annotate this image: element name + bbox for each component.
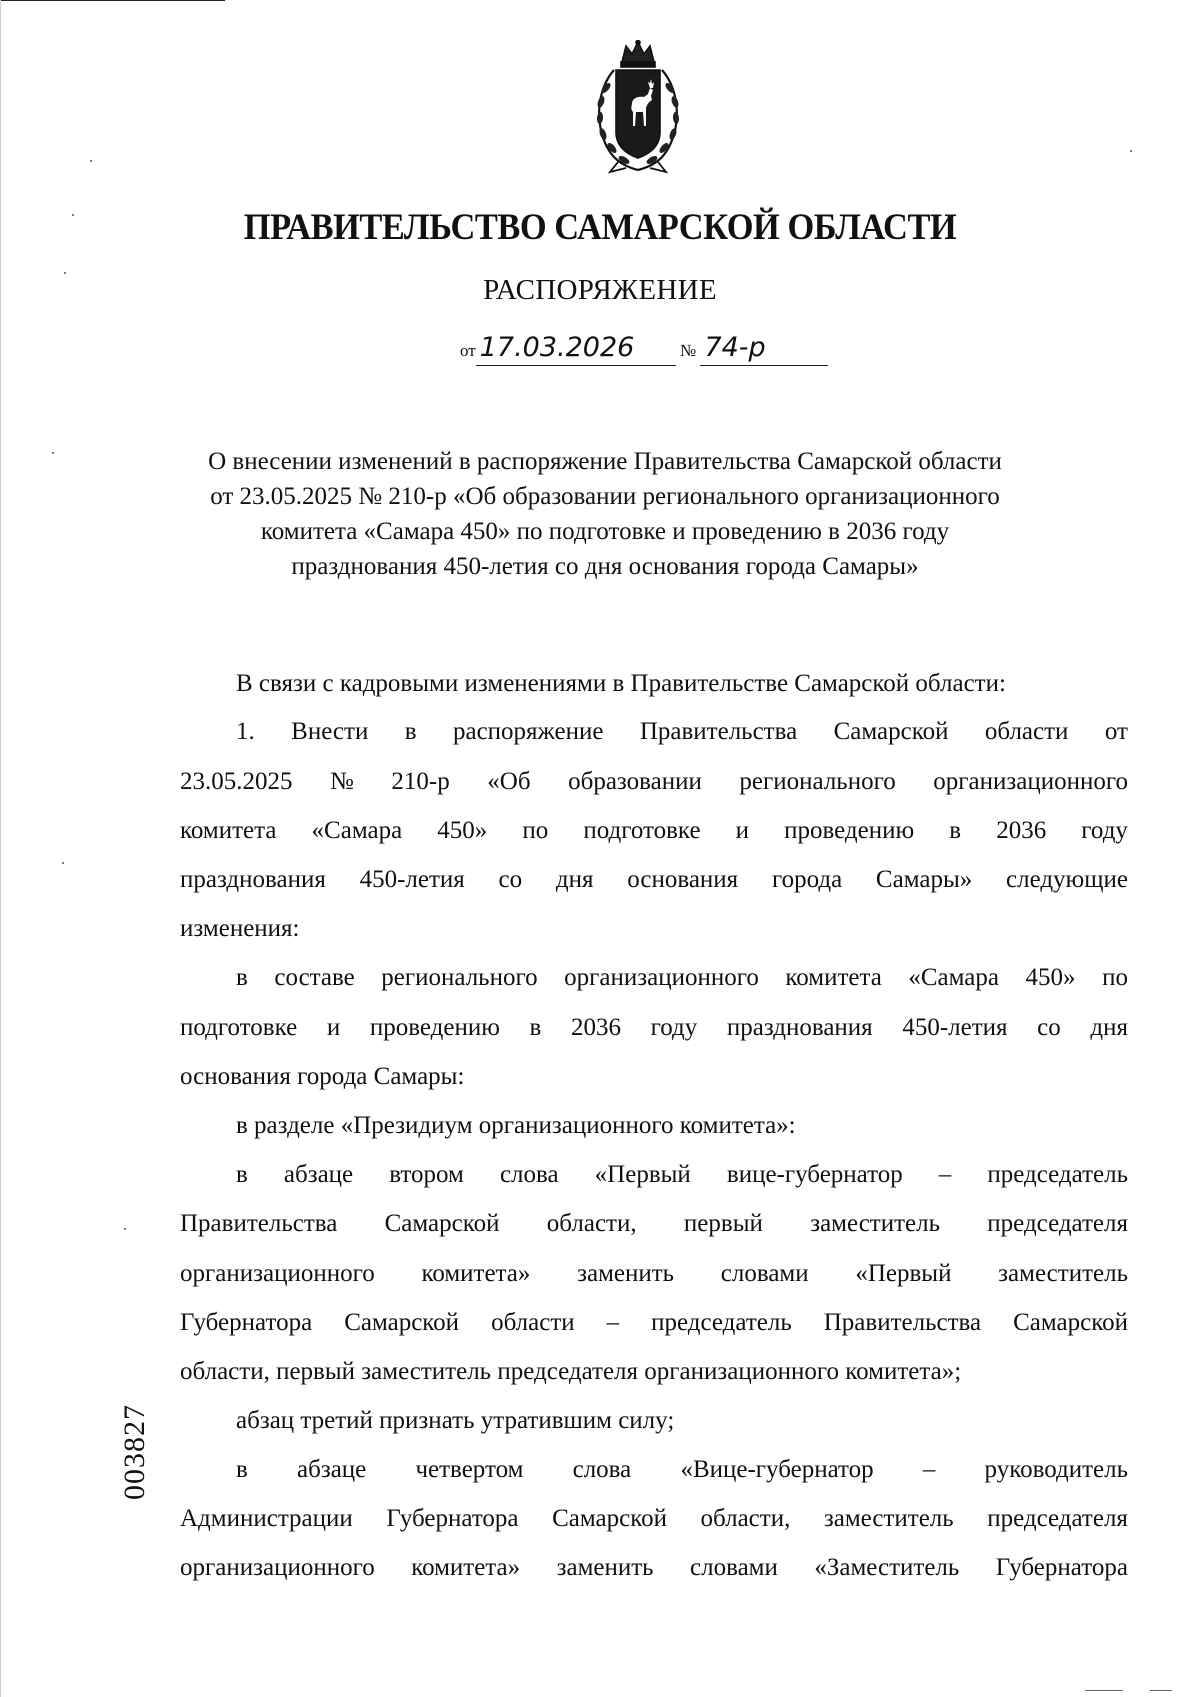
body-word: в — [949, 817, 962, 844]
body-word: 450-летия — [902, 1014, 1008, 1041]
body-line — [180, 1010, 1128, 1046]
body-word: абзаце — [297, 1456, 367, 1483]
document-number: 74-р — [700, 333, 828, 366]
subject-line: комитета «Самара 450» по подготовке и проведению в 2036 году — [260, 518, 950, 545]
body-word: по — [1102, 964, 1128, 991]
body-line: абзац третий признать утратившим силу; — [236, 1407, 675, 1434]
body-word: председатель — [987, 1161, 1128, 1188]
body-line — [180, 714, 1128, 750]
body-line: изменения: — [180, 915, 300, 942]
body-word: составе — [274, 964, 355, 991]
samara-coat-of-arms-icon — [588, 40, 688, 176]
body-word: по — [522, 817, 549, 844]
body-word: «Первый — [594, 1161, 691, 1188]
body-word: Губернатора — [995, 1554, 1128, 1581]
body-line — [180, 1501, 1128, 1537]
body-word: «Самара — [311, 817, 403, 844]
body-word: в — [529, 1014, 542, 1041]
body-line — [180, 764, 1128, 800]
body-word: председатель — [651, 1309, 792, 1336]
body-word: организационного — [180, 1554, 375, 1581]
document-date: 17.03.2026 — [476, 333, 676, 366]
body-word: – — [606, 1309, 620, 1336]
body-word: вице-губернатор — [726, 1161, 903, 1188]
body-word: дня — [1090, 1014, 1128, 1041]
body-word: организационного — [933, 768, 1128, 795]
body-word: № — [330, 768, 354, 795]
document-type: РАСПОРЯЖЕНИЕ — [483, 274, 717, 306]
body-word: заместитель — [823, 1505, 954, 1532]
body-word: заместитель — [998, 1260, 1128, 1287]
body-word: Самары» — [875, 866, 973, 893]
body-word: году — [650, 1014, 698, 1041]
body-word: 1. — [236, 718, 255, 745]
body-word: комитета — [785, 964, 882, 991]
scan-speck — [124, 1228, 126, 1230]
date-prefix: от — [460, 341, 476, 360]
body-word: в — [236, 1161, 248, 1188]
scan-speck — [72, 214, 74, 216]
body-line: основания города Самары: — [180, 1063, 465, 1090]
body-line — [180, 1206, 1128, 1242]
body-word: комитета» — [421, 1260, 531, 1287]
body-word: 450» — [1025, 964, 1076, 991]
body-word: следующие — [1006, 866, 1128, 893]
body-line — [180, 960, 1128, 996]
body-line — [180, 1452, 1128, 1488]
registration-line — [460, 333, 828, 366]
body-word: от — [1104, 718, 1128, 745]
body-word: Внести — [291, 718, 369, 745]
body-word: 23.05.2025 — [180, 768, 293, 795]
body-word: комитета» — [411, 1554, 521, 1581]
body-word: «Об — [487, 768, 531, 795]
body-word: празднования — [180, 866, 326, 893]
subject-line: празднования 450-летия со дня основания города Самары» — [291, 553, 919, 580]
body-word: празднования — [726, 1014, 873, 1041]
body-word: первый — [683, 1210, 763, 1237]
body-line — [180, 813, 1128, 849]
body-word: в — [404, 718, 417, 745]
body-word: «Вице-губернатор — [680, 1456, 874, 1483]
body-word: области, — [546, 1210, 637, 1237]
body-word: области — [984, 718, 1069, 745]
body-word: Самарской — [344, 1309, 460, 1336]
body-word: заместитель — [810, 1210, 940, 1237]
document-subject — [170, 444, 1040, 584]
body-word: «Первый — [855, 1260, 952, 1287]
body-word: Правительства — [180, 1210, 338, 1237]
body-word: слова — [499, 1161, 559, 1188]
body-word: Администрации — [180, 1505, 353, 1532]
body-word: «Самара — [908, 964, 999, 991]
scan-edge-mark — [1150, 1690, 1172, 1691]
scan-speck — [1130, 150, 1132, 152]
government-title: ПРАВИТЕЛЬСТВО САМАРСКОЙ ОБЛАСТИ — [243, 207, 957, 248]
scan-edge-line — [0, 0, 225, 1]
body-word: регионального — [739, 768, 896, 795]
body-word: году — [1081, 817, 1128, 844]
body-word: в — [236, 964, 248, 991]
side-serial-number: 003827 — [118, 1404, 151, 1500]
body-word: и — [326, 1014, 341, 1041]
body-line: В связи с кадровыми изменениями в Правительстве Самарской области: — [236, 670, 1006, 697]
body-word: подготовке — [583, 817, 701, 844]
body-word: Правительства — [823, 1309, 982, 1336]
body-word: организационного — [180, 1260, 375, 1287]
body-word: 210-р — [391, 768, 450, 795]
body-word: организационного — [564, 964, 759, 991]
body-word: 450» — [437, 817, 488, 844]
body-word: – — [938, 1161, 952, 1188]
body-word: Самарской — [384, 1210, 500, 1237]
scan-speck — [64, 272, 66, 274]
body-word: словами — [720, 1260, 809, 1287]
body-word: втором — [389, 1161, 464, 1188]
body-word: и — [735, 817, 750, 844]
subject-line: от 23.05.2025 № 210-р «Об образовании регионального организационного — [210, 483, 1000, 510]
body-word: четвертом — [415, 1456, 524, 1483]
body-line: области, первый заместитель председателя организационного комитета»; — [180, 1358, 962, 1385]
body-word: руководитель — [984, 1456, 1128, 1483]
body-word: Самарской — [833, 718, 949, 745]
body-word: словами — [690, 1554, 778, 1581]
body-word: области — [491, 1309, 575, 1336]
body-word: основания — [627, 866, 739, 893]
scan-edge-mark — [1085, 1690, 1123, 1691]
scan-speck — [52, 452, 54, 454]
body-word: 2036 — [996, 817, 1047, 844]
body-word: распоряжение — [452, 718, 604, 745]
body-word: Самарской — [1013, 1309, 1128, 1336]
body-word: образовании — [568, 768, 702, 795]
body-word: дня — [555, 866, 594, 893]
scan-speck — [62, 862, 64, 864]
body-word: 2036 — [570, 1014, 621, 1041]
body-line — [180, 1305, 1128, 1341]
body-word: Самарской — [552, 1505, 667, 1532]
body-word: области, — [700, 1505, 791, 1532]
body-word: регионального — [381, 964, 538, 991]
body-line — [180, 1256, 1128, 1292]
body-word: города — [771, 866, 843, 893]
body-word: Губернатора — [386, 1505, 519, 1532]
body-word: слова — [572, 1456, 632, 1483]
body-word: в — [236, 1456, 248, 1483]
subject-line: О внесении изменений в распоряжение Правительства Самарской области — [208, 448, 1002, 475]
scan-left-edge — [0, 0, 1, 1697]
body-word: заменить — [577, 1260, 675, 1287]
body-word: председателя — [987, 1210, 1128, 1237]
body-word: 450-летия — [359, 866, 465, 893]
body-line: в разделе «Президиум организационного комитета»: — [236, 1112, 796, 1139]
body-word: подготовке — [180, 1014, 298, 1041]
body-word: проведению — [784, 817, 915, 844]
body-word: Губернатора — [180, 1309, 313, 1336]
body-line — [180, 862, 1128, 898]
body-word: проведению — [369, 1014, 500, 1041]
body-word: со — [498, 866, 523, 893]
body-word: председателя — [987, 1505, 1128, 1532]
body-word: – — [922, 1456, 936, 1483]
body-word: заменить — [556, 1554, 654, 1581]
body-line — [180, 1157, 1128, 1193]
body-word: комитета — [180, 817, 277, 844]
scan-speck — [90, 160, 92, 162]
body-line — [180, 1550, 1128, 1586]
body-word: со — [1037, 1014, 1061, 1041]
body-word: «Заместитель — [814, 1554, 960, 1581]
body-word: абзаце — [283, 1161, 354, 1188]
body-word: Правительства — [639, 718, 798, 745]
number-prefix: № — [679, 341, 697, 360]
